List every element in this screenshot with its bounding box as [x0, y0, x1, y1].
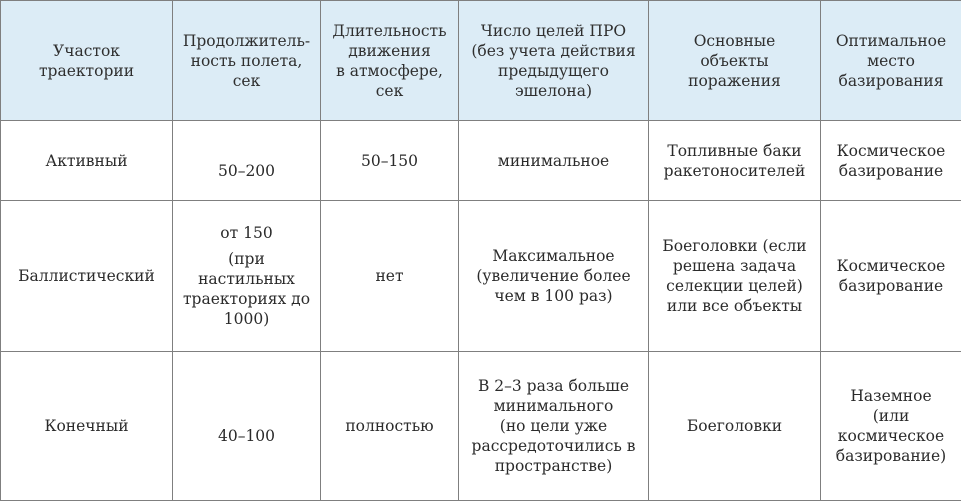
cell-atmosphere-duration: нет	[321, 201, 459, 352]
cell-flight-duration	[173, 201, 321, 352]
header-flight-duration: Продолжитель- ность полета, сек	[173, 1, 321, 121]
cell-flight-duration-value: 50–200	[218, 162, 275, 180]
cell-main-objects: Боеголовки (если решена задача селекции целей) или все объекты	[649, 201, 821, 352]
header-optimal-basing: Оптимальное место базирования	[821, 1, 961, 121]
cell-segment: Активный	[1, 121, 173, 201]
cell-flight-duration	[173, 352, 321, 501]
cell-optimal-basing: Наземное (или космическое базирование)	[821, 352, 961, 501]
cell-optimal-basing: Космическое базирование	[821, 201, 961, 352]
cell-main-objects: Боеголовки	[649, 352, 821, 501]
header-segment: Участок траектории	[1, 1, 173, 121]
table-row	[1, 121, 961, 201]
cell-flight-duration-note: (при настильных траекториях до 1000)	[177, 249, 316, 329]
cell-flight-duration	[173, 121, 321, 201]
cell-segment: Конечный	[1, 352, 173, 501]
cell-target-count: Максимальное (увеличение более чем в 100 раз)	[459, 201, 649, 352]
cell-atmosphere-duration: 50–150	[321, 121, 459, 201]
header-target-count: Число целей ПРО (без учета действия предыдущего эшелона)	[459, 1, 649, 121]
table-row	[1, 201, 961, 352]
cell-flight-duration-value: от 150	[220, 224, 272, 242]
cell-flight-duration-value: 40–100	[218, 427, 275, 445]
cell-optimal-basing: Космическое базирование	[821, 121, 961, 201]
cell-segment: Баллистический	[1, 201, 173, 352]
cell-target-count: минимальное	[459, 121, 649, 201]
cell-main-objects: Топливные баки ракетоносителей	[649, 121, 821, 201]
cell-target-count: В 2–3 раза больше минимального (но цели уже рассредоточились в пространстве)	[459, 352, 649, 501]
header-row	[1, 1, 961, 121]
header-atmosphere-duration: Длительность движения в атмосфере, сек	[321, 1, 459, 121]
table-body	[1, 121, 961, 501]
table-header	[1, 1, 961, 121]
cell-atmosphere-duration: полностью	[321, 352, 459, 501]
header-main-objects: Основные объекты поражения	[649, 1, 821, 121]
table-row	[1, 352, 961, 501]
